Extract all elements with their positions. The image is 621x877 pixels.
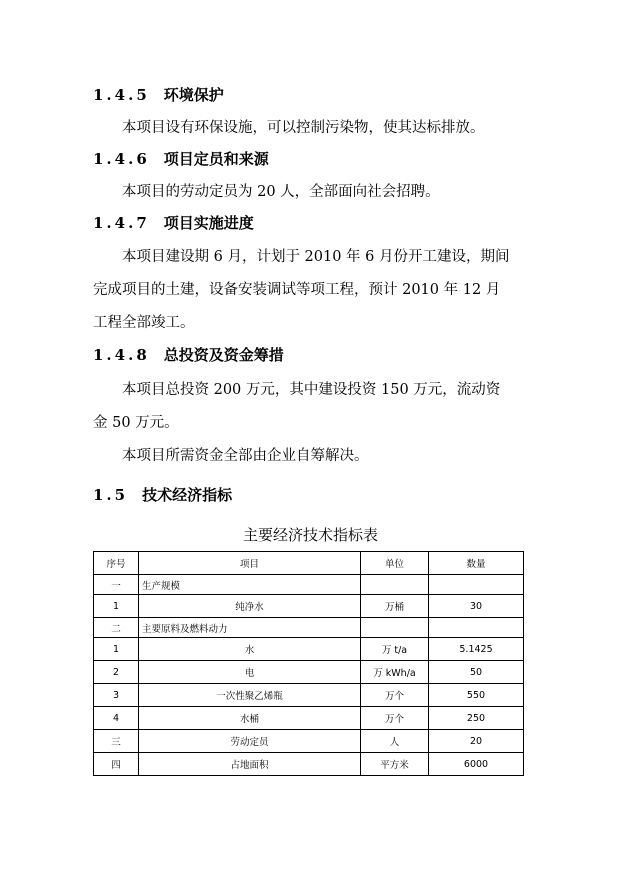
cell-item: 生产规模 [139, 575, 361, 595]
cell-no: 1 [94, 595, 139, 618]
cell-no: 四 [94, 753, 139, 776]
table-row [94, 638, 524, 661]
table-row [94, 684, 524, 707]
section-heading-1-4-7 [93, 212, 254, 233]
paragraph-line: 本项目建设期 6 月，计划于 2010 年 6 月份开工建设，期间 [122, 249, 510, 265]
section-number: 1.4.5 [93, 86, 150, 104]
table-row [94, 730, 524, 753]
cell-qty: 550 [429, 684, 524, 707]
cell-qty: 250 [429, 707, 524, 730]
table-row [94, 707, 524, 730]
cell-item: 劳动定员 [139, 730, 361, 753]
cell-item: 主要原料及燃料动力 [139, 618, 361, 638]
section-title: 技术经济指标 [142, 486, 233, 504]
table-row [94, 618, 524, 638]
section-title: 环境保护 [163, 86, 224, 104]
cell-item: 一次性聚乙烯瓶 [139, 684, 361, 707]
section-heading-1-4-5 [93, 84, 224, 105]
table-caption: 主要经济技术指标表 [242, 526, 378, 544]
section-number: 1.4.6 [93, 150, 150, 168]
header-cell: 数量 [429, 552, 524, 575]
cell-unit: 万个 [361, 707, 429, 730]
cell-qty: 5.1425 [429, 638, 524, 661]
paragraph-line: 金 50 万元。 [93, 415, 179, 431]
cell-no: 3 [94, 684, 139, 707]
table-row [94, 753, 524, 776]
cell-item: 占地面积 [139, 753, 361, 776]
section-number: 1.4.7 [93, 214, 150, 232]
section-heading-1-5 [93, 484, 232, 505]
header-cell: 序号 [94, 552, 139, 575]
cell-item: 水 [139, 638, 361, 661]
cell-unit: 万桶 [361, 595, 429, 618]
header-cell: 项目 [139, 552, 361, 575]
table-row [94, 575, 524, 595]
cell-no: 1 [94, 638, 139, 661]
cell-unit: 人 [361, 730, 429, 753]
paragraph-line: 工程全部竣工。 [93, 315, 195, 331]
paragraph-line: 完成项目的土建，设备安装调试等项工程，预计 2010 年 12 月 [93, 282, 501, 298]
cell-qty: 20 [429, 730, 524, 753]
cell-item: 电 [139, 661, 361, 684]
section-number: 1.4.8 [93, 346, 150, 364]
cell-no: 二 [94, 618, 139, 638]
paragraph-line: 本项目所需资金全部由企业自筹解决。 [122, 448, 369, 464]
table-header-row [94, 552, 524, 575]
cell-unit: 万个 [361, 684, 429, 707]
cell-item: 水桶 [139, 707, 361, 730]
cell-no: 2 [94, 661, 139, 684]
table-row [94, 661, 524, 684]
section-heading-1-4-6 [93, 148, 269, 169]
cell-qty [429, 618, 524, 638]
indicator-table [93, 551, 524, 776]
cell-qty: 30 [429, 595, 524, 618]
cell-no: 三 [94, 730, 139, 753]
section-title: 项目实施进度 [163, 214, 254, 232]
header-cell: 单位 [361, 552, 429, 575]
paragraph: 本项目的劳动定员为 20 人，全部面向社会招聘。 [122, 184, 440, 200]
section-title: 项目定员和来源 [163, 150, 269, 168]
paragraph: 本项目设有环保设施，可以控制污染物，使其达标排放。 [122, 120, 485, 136]
cell-item: 纯净水 [139, 595, 361, 618]
paragraph-line: 本项目总投资 200 万元，其中建设投资 150 万元，流动资 [122, 382, 501, 398]
cell-unit: 万 kWh/a [361, 661, 429, 684]
section-title: 总投资及资金筹措 [163, 346, 284, 364]
section-heading-1-4-8 [93, 344, 284, 365]
table-row [94, 595, 524, 618]
cell-no: 一 [94, 575, 139, 595]
cell-unit: 万 t/a [361, 638, 429, 661]
cell-unit [361, 575, 429, 595]
cell-no: 4 [94, 707, 139, 730]
cell-qty [429, 575, 524, 595]
section-number: 1.5 [93, 486, 129, 504]
cell-qty: 6000 [429, 753, 524, 776]
cell-unit [361, 618, 429, 638]
cell-unit: 平方米 [361, 753, 429, 776]
cell-qty: 50 [429, 661, 524, 684]
